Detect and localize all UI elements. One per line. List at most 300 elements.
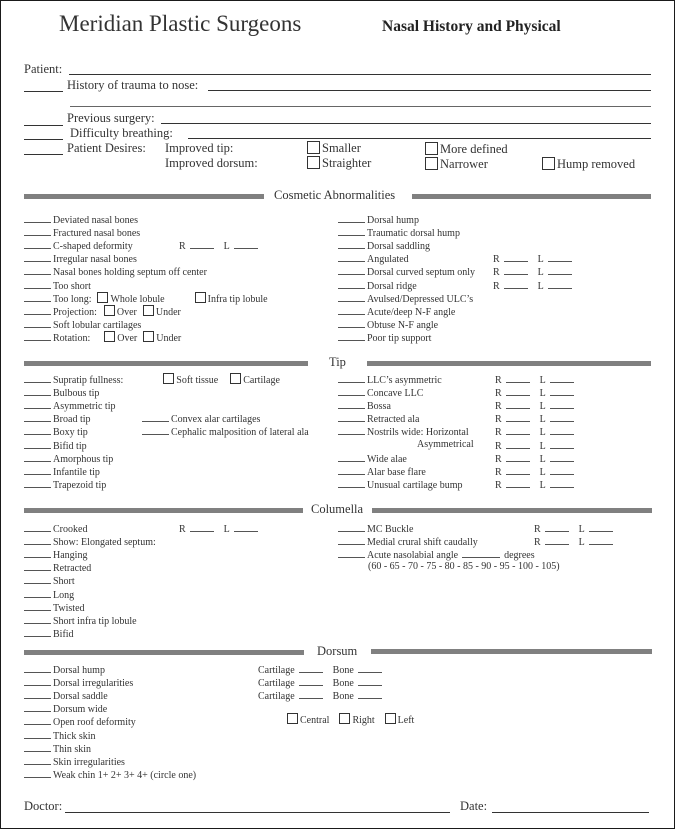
checkbox-option[interactable] (163, 375, 218, 386)
r-label: R (495, 401, 502, 413)
form-row (338, 330, 431, 345)
row-label: Retracted (53, 563, 92, 575)
form-row (24, 477, 106, 492)
checkbox-icon[interactable] (104, 331, 115, 342)
l-label: L (539, 466, 546, 478)
row-label: Crooked (53, 524, 88, 535)
check-blank[interactable] (338, 317, 365, 328)
row-label: Trapezoid tip (53, 479, 107, 491)
option-narrower[interactable]: Narrower (425, 157, 488, 172)
check-blank[interactable] (338, 304, 365, 315)
row-label: MC Buckle (367, 524, 414, 535)
row-label: C-shaped deformity (53, 241, 133, 253)
right-left-fields (493, 278, 572, 292)
check-blank[interactable] (24, 411, 51, 422)
row-label: Show: Elongated septum: (53, 537, 156, 549)
columella-section-title: Columella (311, 502, 364, 516)
checkbox-icon[interactable] (425, 157, 438, 170)
right-field[interactable] (506, 464, 530, 475)
bone-field[interactable] (358, 688, 382, 699)
cartilage-field[interactable] (299, 688, 323, 699)
left-field[interactable] (589, 534, 613, 545)
l-label: L (223, 524, 230, 535)
left-field[interactable] (550, 411, 574, 422)
check-blank[interactable] (24, 560, 51, 571)
right-field[interactable] (190, 238, 214, 249)
row-label: Supratip fullness: (53, 375, 124, 386)
check-blank[interactable] (24, 278, 51, 289)
checkbox-icon[interactable] (425, 142, 438, 155)
row-label: Infantile tip (53, 466, 100, 478)
cartilage-bone-fields (258, 688, 382, 702)
right-field[interactable] (506, 438, 530, 449)
l-label: L (537, 280, 544, 292)
check-blank[interactable] (24, 291, 51, 302)
trauma-check-field[interactable] (24, 91, 63, 92)
row-label: Dorsal ridge (367, 280, 417, 292)
section-divider (24, 508, 303, 513)
right-field[interactable] (506, 424, 530, 435)
cartilage-bone-fields (258, 675, 382, 689)
checkbox-label: Under (156, 332, 182, 344)
cartilage-field[interactable] (299, 662, 323, 673)
row-label: Soft lobular cartilages (53, 319, 142, 331)
checkbox-icon[interactable] (97, 292, 108, 303)
right-field[interactable] (506, 385, 530, 396)
form-title: Nasal History and Physical (382, 18, 561, 35)
row-label: Dorsal hump (53, 665, 105, 676)
check-blank[interactable] (24, 225, 51, 236)
breathing-field[interactable] (188, 138, 651, 139)
check-blank[interactable] (24, 767, 51, 778)
bone-field[interactable] (358, 675, 382, 686)
cosmetic-section-title: Cosmetic Abnormalities (274, 188, 396, 202)
row-label: Bifid tip (53, 440, 87, 452)
row-label: Too short (53, 280, 91, 292)
right-left-fields (495, 477, 574, 491)
r-label: R (495, 440, 502, 452)
l-label: L (539, 401, 546, 413)
left-field[interactable] (550, 464, 574, 475)
check-blank[interactable] (24, 385, 51, 396)
check-blank[interactable] (338, 238, 365, 249)
trauma-field[interactable] (208, 90, 651, 91)
row-label: LLC’s asymmetric (367, 375, 442, 386)
checkbox-option[interactable] (104, 333, 137, 344)
check-blank[interactable] (24, 714, 51, 725)
form-row (142, 424, 309, 439)
right-left-fields (534, 521, 613, 535)
right-field[interactable] (504, 264, 528, 275)
row-label: Bulbous tip (53, 388, 100, 400)
checkbox-label: Central (300, 715, 330, 727)
check-blank[interactable] (24, 573, 51, 584)
row-label: Twisted (53, 602, 85, 614)
checkbox-label: Right (352, 715, 375, 727)
r-label: R (495, 466, 502, 478)
l-label: L (539, 388, 546, 400)
l-label: L (539, 375, 546, 386)
check-blank[interactable] (24, 547, 51, 558)
row-label: Poor tip support (367, 332, 432, 344)
angle-scale: (60 - 65 - 70 - 75 - 80 - 85 - 90 - 95 - 100 - 105) (368, 561, 560, 572)
row-label: Weak chin 1+ 2+ 3+ 4+ (circle one) (53, 769, 197, 781)
check-blank[interactable] (24, 317, 51, 328)
row-label: Nasal bones holding septum off center (53, 267, 207, 279)
desires-check-field[interactable] (24, 154, 63, 155)
doctor-label: Doctor: (24, 799, 63, 813)
r-label: R (179, 524, 186, 535)
right-left-fields (495, 411, 574, 425)
row-label: Medial crural shift caudally (367, 537, 478, 549)
check-blank[interactable] (142, 424, 169, 435)
check-blank[interactable] (24, 464, 51, 475)
row-label: Nostrils wide: Horizontal (367, 427, 469, 439)
desires-label: Patient Desires: (67, 141, 146, 155)
checkbox-icon[interactable] (195, 292, 206, 303)
breathing-label: Difficulty breathing: (70, 126, 173, 140)
check-blank[interactable] (338, 225, 365, 236)
row-label: Irregular nasal bones (53, 254, 137, 266)
form-row (417, 438, 474, 451)
right-field[interactable] (506, 477, 530, 488)
surgery-label: Previous surgery: (67, 111, 155, 125)
check-blank[interactable] (24, 372, 51, 383)
row-label: Open roof deformity (53, 717, 136, 729)
right-left-fields (495, 424, 574, 438)
checkbox-option[interactable] (339, 715, 374, 726)
right-field[interactable] (504, 251, 528, 262)
form-row (24, 626, 74, 641)
doctor-signature-field[interactable] (65, 812, 450, 813)
left-field[interactable] (550, 398, 574, 409)
left-field[interactable] (234, 521, 258, 532)
right-left-fields (534, 534, 613, 548)
section-divider (24, 650, 304, 655)
right-left-fields (495, 385, 574, 399)
degrees-field[interactable] (462, 547, 500, 558)
row-label: Obtuse N-F angle (367, 319, 439, 331)
row-label: Concave LLC (367, 388, 424, 400)
row-label: Fractured nasal bones (53, 228, 141, 240)
bone-label: Bone (332, 665, 354, 676)
checkbox-option[interactable] (195, 294, 268, 305)
section-divider (371, 649, 652, 654)
section-divider (24, 194, 264, 199)
checkbox-label: Infra tip lobule (207, 293, 268, 305)
option-straighter[interactable]: Straighter (307, 156, 371, 171)
dorsum-section-title: Dorsum (317, 644, 358, 658)
check-blank[interactable] (24, 251, 51, 262)
check-blank[interactable] (24, 477, 51, 488)
checkbox-label: Under (155, 306, 181, 318)
form-row (338, 477, 463, 492)
row-label: Thick skin (53, 730, 96, 742)
checkbox-label: Over (117, 332, 138, 344)
r-label: R (493, 280, 500, 292)
right-left-fields (495, 451, 574, 465)
l-label: L (539, 414, 546, 426)
r-label: R (495, 453, 502, 465)
check-blank[interactable] (24, 701, 51, 712)
check-blank[interactable] (338, 212, 365, 223)
right-left-fields (179, 238, 258, 252)
check-blank[interactable] (142, 411, 169, 422)
patient-label: Patient: (24, 62, 63, 76)
check-blank[interactable] (338, 330, 365, 341)
right-left-fields (495, 464, 574, 478)
row-label: Projection: (53, 306, 97, 318)
left-field[interactable] (548, 278, 572, 289)
checkbox-label: Whole lobule (110, 293, 165, 305)
checkbox-label: Over (116, 306, 137, 318)
check-blank[interactable] (24, 424, 51, 435)
row-label: Short (53, 576, 75, 588)
check-blank[interactable] (338, 464, 365, 475)
improved-tip-label: Improved tip: (165, 141, 234, 155)
l-label: L (539, 453, 546, 465)
left-field[interactable] (550, 451, 574, 462)
check-blank[interactable] (338, 411, 365, 422)
checkbox-icon[interactable] (143, 305, 154, 316)
check-blank[interactable] (338, 264, 365, 275)
trauma-label: History of trauma to nose: (67, 78, 199, 92)
row-label: Acute/deep N-F angle (367, 306, 456, 318)
check-blank[interactable] (24, 238, 51, 249)
row-label: Skin irregularities (53, 756, 125, 768)
l-label: L (223, 241, 230, 252)
check-blank[interactable] (338, 521, 365, 532)
right-left-fields (493, 251, 572, 265)
row-label: Convex alar cartilages (171, 414, 261, 425)
row-label: Dorsal curved septum only (367, 267, 476, 279)
check-blank[interactable] (24, 600, 51, 611)
right-left-fields (493, 264, 572, 278)
section-divider (372, 508, 652, 513)
check-blank[interactable] (24, 741, 51, 752)
check-blank[interactable] (338, 451, 365, 462)
check-blank[interactable] (24, 438, 51, 449)
checkbox-option[interactable] (143, 333, 181, 344)
checkbox-option[interactable] (230, 375, 280, 386)
checkbox-label: Soft tissue (176, 375, 219, 386)
checkbox-option[interactable] (287, 715, 329, 726)
check-blank[interactable] (338, 372, 365, 383)
right-field[interactable] (506, 411, 530, 422)
l-label: L (539, 479, 546, 491)
checkbox-icon[interactable] (385, 713, 396, 724)
check-blank[interactable] (24, 688, 51, 699)
cartilage-field[interactable] (299, 675, 323, 686)
checkbox-icon[interactable] (542, 157, 555, 170)
checkbox-option[interactable] (143, 307, 181, 318)
right-field[interactable] (506, 451, 530, 462)
right-field[interactable] (506, 372, 530, 383)
checkbox-icon[interactable] (230, 373, 241, 384)
r-label: R (495, 479, 502, 491)
check-blank[interactable] (24, 587, 51, 598)
improved-dorsum-label: Improved dorsum: (165, 156, 258, 170)
checkbox-icon[interactable] (163, 373, 174, 384)
cartilage-label: Cartilage (258, 665, 295, 676)
left-field[interactable] (548, 264, 572, 275)
row-label: Too long: (53, 293, 92, 305)
row-label: Acute nasolabial angle (367, 550, 459, 562)
check-blank[interactable] (24, 264, 51, 275)
row-label: Asymmetric tip (53, 401, 116, 413)
check-blank[interactable] (24, 534, 51, 545)
form-row (338, 547, 535, 562)
patient-field[interactable] (69, 74, 651, 75)
right-field[interactable] (190, 521, 214, 532)
right-left-fields (495, 398, 574, 412)
check-blank[interactable] (338, 291, 365, 302)
row-label: Dorsal irregularities (53, 678, 134, 690)
check-blank[interactable] (338, 534, 365, 545)
checkbox-icon[interactable] (307, 156, 320, 169)
l-label: L (539, 440, 546, 452)
row-label: Traumatic dorsal hump (367, 228, 460, 240)
checkbox-icon[interactable] (143, 331, 154, 342)
r-label: R (495, 388, 502, 400)
r-label: R (493, 267, 500, 279)
checkbox-icon[interactable] (339, 713, 350, 724)
check-blank[interactable] (338, 278, 365, 289)
option-more-defined[interactable]: More defined (425, 142, 508, 157)
r-label: R (495, 375, 502, 386)
row-label: Avulsed/Depressed ULC’s (367, 293, 474, 305)
row-label: Asymmetrical (417, 438, 474, 450)
left-field[interactable] (550, 424, 574, 435)
right-left-fields (495, 372, 574, 386)
right-field[interactable] (545, 521, 569, 532)
left-field[interactable] (550, 385, 574, 396)
tip-section-title: Tip (329, 355, 346, 369)
row-label: Hanging (53, 550, 88, 562)
check-blank[interactable] (338, 424, 365, 435)
trauma-field-line2[interactable] (70, 106, 651, 107)
left-field[interactable] (550, 372, 574, 383)
surgery-check-field[interactable] (24, 125, 63, 126)
row-label: Wide alae (367, 453, 407, 465)
r-label: R (495, 427, 502, 439)
date-field[interactable] (492, 812, 649, 813)
cartilage-label: Cartilage (258, 678, 295, 690)
checkbox-icon[interactable] (104, 305, 115, 316)
left-field[interactable] (589, 521, 613, 532)
bone-label: Bone (332, 691, 354, 703)
check-blank[interactable] (338, 398, 365, 409)
open-roof-options (279, 713, 414, 726)
row-label: Dorsal hump (367, 215, 419, 226)
surgery-field[interactable] (161, 123, 651, 124)
row-label: Dorsum wide (53, 704, 108, 716)
check-blank[interactable] (338, 251, 365, 262)
check-blank[interactable] (24, 521, 51, 532)
option-smaller[interactable]: Smaller (307, 141, 361, 156)
check-blank[interactable] (338, 547, 365, 558)
check-blank[interactable] (24, 754, 51, 765)
section-divider (412, 194, 651, 199)
date-label: Date: (460, 799, 488, 813)
row-label: Broad tip (53, 414, 91, 426)
check-blank[interactable] (24, 330, 51, 341)
bone-label: Bone (332, 678, 354, 690)
check-blank[interactable] (24, 613, 51, 624)
left-field[interactable] (234, 238, 258, 249)
check-blank[interactable] (338, 477, 365, 488)
l-label: L (539, 427, 546, 439)
row-label: Alar base flare (367, 466, 426, 478)
check-blank[interactable] (24, 662, 51, 673)
check-blank[interactable] (24, 304, 51, 315)
check-blank[interactable] (24, 626, 51, 637)
row-label: Unusual cartilage bump (367, 479, 463, 491)
checkbox-option[interactable] (385, 715, 415, 726)
form-row (24, 330, 181, 345)
left-field[interactable] (550, 438, 574, 449)
option-hump-removed[interactable]: Hump removed (542, 157, 635, 172)
row-label: Thin skin (53, 743, 92, 755)
left-field[interactable] (548, 251, 572, 262)
l-label: L (578, 524, 585, 535)
r-label: R (493, 254, 500, 266)
row-label: Short infra tip lobule (53, 615, 137, 627)
row-label: Bifid (53, 628, 74, 640)
r-label: R (179, 241, 186, 252)
row-label: Rotation: (53, 332, 91, 344)
degrees-label: degrees (504, 550, 535, 562)
cartilage-bone-fields (258, 662, 382, 676)
practice-name: Meridian Plastic Surgeons (59, 11, 302, 36)
checkbox-icon[interactable] (287, 713, 298, 724)
check-blank[interactable] (24, 675, 51, 686)
right-field[interactable] (545, 534, 569, 545)
cartilage-label: Cartilage (258, 691, 295, 703)
right-field[interactable] (506, 398, 530, 409)
r-label: R (495, 414, 502, 426)
checkbox-label: Left (397, 715, 415, 727)
row-label: Boxy tip (53, 427, 88, 439)
check-blank[interactable] (24, 212, 51, 223)
row-label: Dorsal saddle (53, 691, 108, 703)
breathing-check-field[interactable] (24, 139, 63, 140)
section-divider (24, 361, 308, 366)
row-label: Amorphous tip (53, 453, 114, 465)
l-label: L (537, 254, 544, 266)
row-label: Dorsal saddling (367, 241, 431, 253)
right-left-fields (495, 438, 574, 452)
section-divider (367, 361, 651, 366)
check-blank[interactable] (24, 728, 51, 739)
left-field[interactable] (550, 477, 574, 488)
l-label: L (537, 267, 544, 279)
bone-field[interactable] (358, 662, 382, 673)
l-label: L (578, 537, 585, 549)
check-blank[interactable] (24, 398, 51, 409)
check-blank[interactable] (338, 385, 365, 396)
right-field[interactable] (504, 278, 528, 289)
row-label: Long (53, 589, 75, 601)
checkbox-label: Cartilage (243, 375, 280, 386)
check-blank[interactable] (24, 451, 51, 462)
row-label: Retracted ala (367, 414, 420, 426)
r-label: R (534, 524, 541, 535)
row-label: Cephalic malposition of lateral ala (171, 427, 309, 439)
checkbox-icon[interactable] (307, 141, 320, 154)
r-label: R (534, 537, 541, 549)
row-label: Angulated (367, 254, 409, 266)
